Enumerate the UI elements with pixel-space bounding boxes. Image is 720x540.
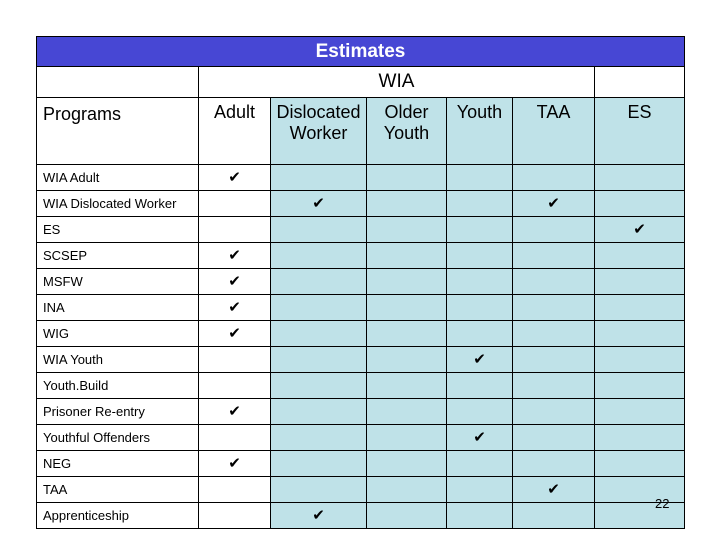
cell-youth: [447, 347, 513, 373]
cell-older-youth: [367, 451, 447, 477]
cell-taa: [513, 451, 595, 477]
cell-adult: [199, 399, 271, 425]
program-name: Youth.Build: [37, 373, 199, 399]
cell-youth: [447, 243, 513, 269]
cell-youth: [447, 373, 513, 399]
table-row: [37, 243, 685, 269]
column-header-taa: TAA: [513, 98, 595, 165]
cell-older-youth: [367, 477, 447, 503]
cell-taa: [513, 373, 595, 399]
cell-adult: [199, 477, 271, 503]
cell-youth: [447, 321, 513, 347]
column-header-older-youth: Older Youth: [367, 98, 447, 165]
cell-older-youth: [367, 425, 447, 451]
table-row: [37, 451, 685, 477]
table-row: [37, 477, 685, 503]
cell-youth: [447, 295, 513, 321]
program-name: WIA Adult: [37, 165, 199, 191]
cell-es: [595, 217, 685, 243]
table-row: [37, 399, 685, 425]
cell-taa: [513, 165, 595, 191]
cell-dislocated-worker: [271, 217, 367, 243]
cell-es: [595, 321, 685, 347]
cell-older-youth: [367, 321, 447, 347]
cell-es: [595, 165, 685, 191]
cell-dislocated-worker: [271, 269, 367, 295]
cell-es: [595, 503, 685, 529]
program-name: SCSEP: [37, 243, 199, 269]
cell-dislocated-worker: [271, 295, 367, 321]
table-row: [37, 269, 685, 295]
check-icon: ✔: [228, 401, 241, 420]
cell-es: [595, 425, 685, 451]
wia-group-label: WIA: [199, 67, 595, 98]
program-name: WIA Dislocated Worker: [37, 191, 199, 217]
cell-older-youth: [367, 217, 447, 243]
check-icon: ✔: [228, 271, 241, 290]
cell-adult: [199, 191, 271, 217]
cell-es: [595, 347, 685, 373]
cell-adult: [199, 243, 271, 269]
check-icon: ✔: [633, 219, 646, 238]
program-name: TAA: [37, 477, 199, 503]
cell-adult: [199, 269, 271, 295]
check-icon: ✔: [547, 479, 560, 498]
cell-adult: [199, 347, 271, 373]
cell-youth: [447, 165, 513, 191]
column-header-adult: Adult: [199, 98, 271, 165]
cell-adult: [199, 503, 271, 529]
cell-older-youth: [367, 373, 447, 399]
group-spacer-cell: [595, 67, 685, 98]
cell-older-youth: [367, 165, 447, 191]
cell-older-youth: [367, 269, 447, 295]
cell-taa: [513, 503, 595, 529]
cell-older-youth: [367, 347, 447, 373]
cell-es: [595, 373, 685, 399]
program-name: ES: [37, 217, 199, 243]
page-number: 22: [655, 496, 670, 511]
check-icon: ✔: [228, 297, 241, 316]
table-row: [37, 347, 685, 373]
cell-youth: [447, 399, 513, 425]
cell-youth: [447, 477, 513, 503]
cell-dislocated-worker: [271, 321, 367, 347]
program-name: MSFW: [37, 269, 199, 295]
estimates-table: [36, 36, 685, 529]
cell-youth: [447, 217, 513, 243]
column-header-youth: Youth: [447, 98, 513, 165]
table-row: [37, 425, 685, 451]
cell-dislocated-worker: [271, 373, 367, 399]
program-name: INA: [37, 295, 199, 321]
cell-dislocated-worker: [271, 347, 367, 373]
check-icon: ✔: [228, 453, 241, 472]
cell-older-youth: [367, 191, 447, 217]
group-spacer-cell: [37, 67, 199, 98]
cell-es: [595, 243, 685, 269]
cell-taa: [513, 269, 595, 295]
programs-header: Programs: [37, 98, 199, 165]
table-row: [37, 191, 685, 217]
cell-dislocated-worker: [271, 503, 367, 529]
table-row: [37, 503, 685, 529]
cell-older-youth: [367, 399, 447, 425]
program-name: NEG: [37, 451, 199, 477]
check-icon: ✔: [312, 505, 325, 524]
cell-taa: [513, 399, 595, 425]
table-row: [37, 217, 685, 243]
cell-dislocated-worker: [271, 451, 367, 477]
cell-adult: [199, 425, 271, 451]
check-icon: ✔: [473, 427, 486, 446]
cell-adult: [199, 165, 271, 191]
cell-adult: [199, 451, 271, 477]
table-row: [37, 165, 685, 191]
cell-es: [595, 451, 685, 477]
column-header-dislocated-worker: Dislocated Worker: [271, 98, 367, 165]
cell-youth: [447, 191, 513, 217]
cell-youth: [447, 503, 513, 529]
cell-taa: [513, 217, 595, 243]
cell-youth: [447, 425, 513, 451]
table-row: [37, 321, 685, 347]
cell-adult: [199, 373, 271, 399]
column-header-es: ES: [595, 98, 685, 165]
cell-older-youth: [367, 295, 447, 321]
check-icon: ✔: [312, 193, 325, 212]
cell-dislocated-worker: [271, 191, 367, 217]
cell-dislocated-worker: [271, 399, 367, 425]
cell-dislocated-worker: [271, 425, 367, 451]
program-name: WIG: [37, 321, 199, 347]
cell-taa: [513, 191, 595, 217]
program-name: Apprenticeship: [37, 503, 199, 529]
cell-adult: [199, 295, 271, 321]
cell-youth: [447, 269, 513, 295]
cell-adult: [199, 217, 271, 243]
check-icon: ✔: [228, 167, 241, 186]
cell-taa: [513, 295, 595, 321]
check-icon: ✔: [228, 323, 241, 342]
table-row: [37, 373, 685, 399]
cell-taa: [513, 477, 595, 503]
cell-youth: [447, 451, 513, 477]
program-name: WIA Youth: [37, 347, 199, 373]
cell-dislocated-worker: [271, 165, 367, 191]
cell-taa: [513, 321, 595, 347]
cell-taa: [513, 347, 595, 373]
check-icon: ✔: [473, 349, 486, 368]
program-name: Youthful Offenders: [37, 425, 199, 451]
cell-adult: [199, 321, 271, 347]
cell-older-youth: [367, 503, 447, 529]
check-icon: ✔: [228, 245, 241, 264]
table-row: [37, 295, 685, 321]
cell-dislocated-worker: [271, 477, 367, 503]
cell-taa: [513, 425, 595, 451]
cell-es: [595, 191, 685, 217]
cell-es: [595, 399, 685, 425]
cell-taa: [513, 243, 595, 269]
cell-dislocated-worker: [271, 243, 367, 269]
cell-older-youth: [367, 243, 447, 269]
cell-es: [595, 477, 685, 503]
check-icon: ✔: [547, 193, 560, 212]
table-title: Estimates: [37, 37, 685, 67]
cell-es: [595, 269, 685, 295]
program-name: Prisoner Re-entry: [37, 399, 199, 425]
cell-es: [595, 295, 685, 321]
